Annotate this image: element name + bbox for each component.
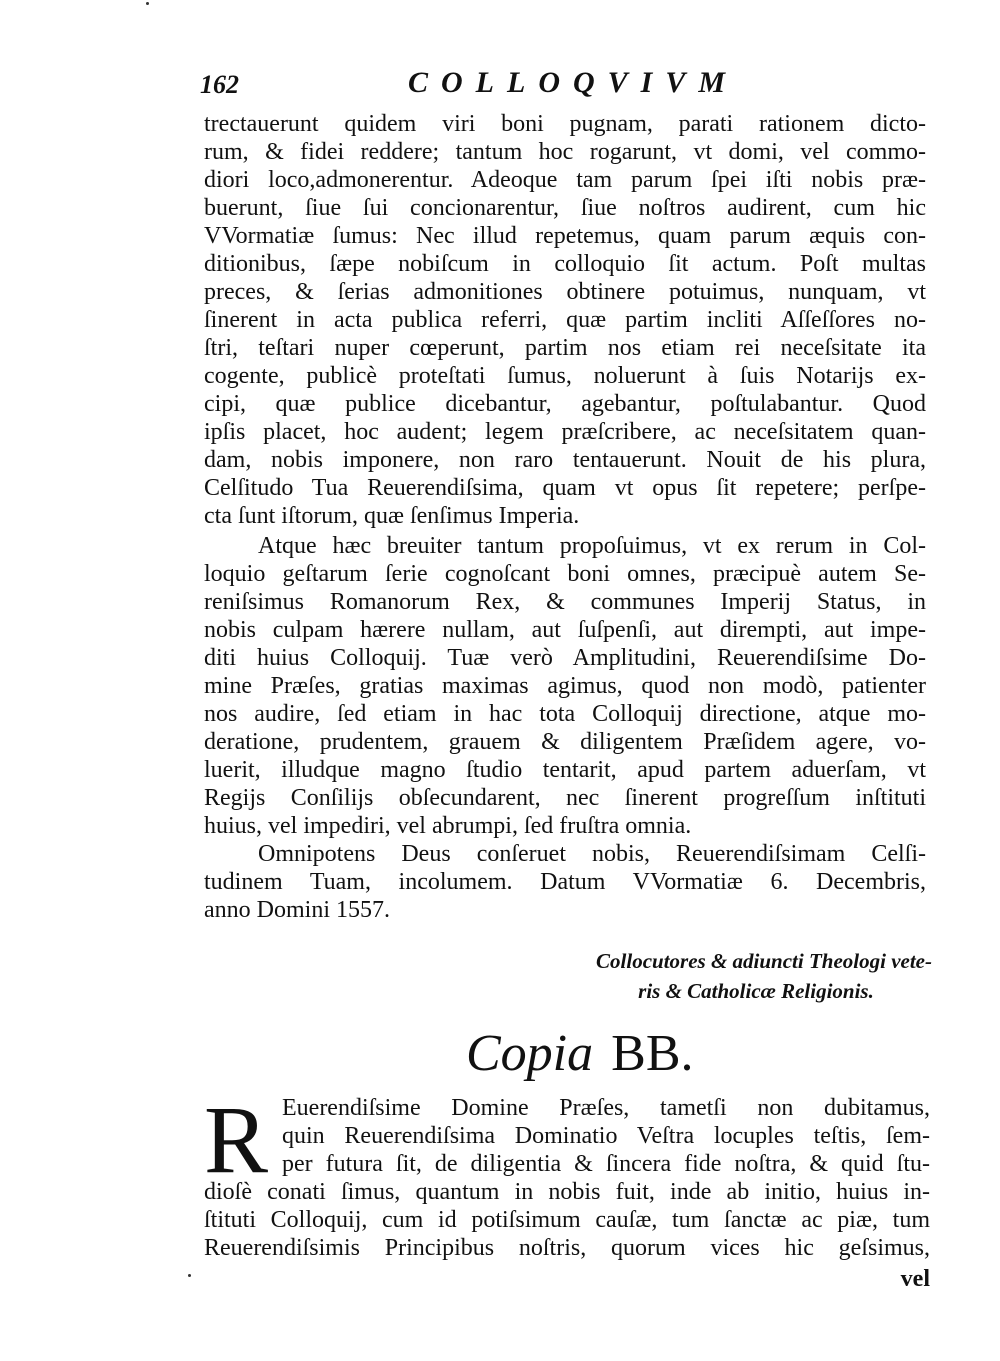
page-header — [200, 66, 940, 106]
text-line: diti huius Colloquij. Tuæ verò Amplitudini, Reuerendiſsime Do- — [204, 645, 926, 671]
text-line: VVormatiæ ſumus: Nec illud repetemus, quam parum æquis con- — [204, 223, 926, 249]
text-line: quin Reuerendiſsima Dominatio Veſtra locuples teſtis, ſem- — [282, 1123, 930, 1149]
signature-line: Collocutores & adiuncti Theologi vete- — [596, 949, 932, 973]
text-line: ditionibus, ſæpe nobiſcum in colloquio ſit actum. Poſt multas — [204, 251, 926, 277]
text-line: tudinem Tuam, incolumem. Datum VVormatiæ 6. Decembris, — [204, 869, 926, 895]
text-line: huius, vel impediri, vel abrumpi, ſed fruſtra omnia. — [204, 813, 692, 839]
text-line: nobis culpam hærere nullam, aut ſuſpenſi, aut dirempti, aut impe- — [204, 617, 926, 643]
text-line: rum, & fidei reddere; tantum hoc rogarunt, vt domi, vel commo- — [204, 139, 926, 165]
text-line: Euerendiſsime Domine Præſes, tametſi non dubitamus, — [282, 1095, 930, 1121]
catchword: vel — [900, 1266, 930, 1292]
text-line: cogente, publicè proteſtati ſumus, noluerunt à ſuis Notarijs ex- — [204, 363, 926, 389]
page-number: 162 — [200, 70, 239, 99]
text-line: Reuerendiſsimis Principibus noſtris, quorum vices hic geſsimus, — [204, 1235, 930, 1261]
text-line: deratione, prudentem, grauem & diligentem Præſidem agere, vo- — [204, 729, 926, 755]
text-line: Atque hæc breuiter tantum propoſuimus, vt ex rerum in Col- — [258, 533, 926, 559]
text-line: nos audire, ſed etiam in hac tota Colloquij directione, atque mo- — [204, 701, 926, 727]
text-line: buerunt, ſiue ſui concionarentur, ſiue noſtros audirent, cum hic — [204, 195, 926, 221]
text-line: ſtri, teſtari nuper cœperunt, partim nos etiam rei neceſsitate ita — [204, 335, 926, 361]
text-line: Omnipotens Deus conſeruet nobis, Reuerendiſsimam Celſi- — [258, 841, 926, 867]
text-line: reniſsimus Romanorum Rex, & communes Imperij Status, in — [204, 589, 926, 615]
drop-cap: R — [204, 1086, 269, 1193]
text-line: ſtituti Colloquij, cum id potiſsimum cauſæ, tum ſanctæ ac piæ, tum — [204, 1207, 930, 1233]
signature-block — [540, 946, 932, 1006]
text-line: cipi, quæ publice dicebantur, agebantur, poſtulabantur. Quod — [204, 391, 926, 417]
text-line: dam, nobis imponere, non raro tentauerunt. Nouit de his plura, — [204, 447, 926, 473]
text-line: cta ſunt iſtorum, quæ ſenſimus Imperia. — [204, 503, 580, 529]
text-line: luerit, illudque magno ſtudio tentarit, apud partem aduerſam, vt — [204, 757, 926, 783]
paragraph-1 — [204, 110, 926, 530]
text-line: per futura ſit, de diligentia & ſincera fide noſtra, & quid ſtu- — [282, 1151, 930, 1177]
text-line: Celſitudo Tua Reuerendiſsima, quam vt opus ſit repetere; perſpe- — [204, 475, 926, 501]
text-line: loquio geſtarum ſerie cognoſcant boni omnes, præcipuè autem Se- — [204, 561, 926, 587]
speck-mark — [188, 1274, 191, 1277]
text-line: ipſis placet, hoc audent; legem præſcribere, ac neceſsitatem quan- — [204, 419, 926, 445]
section-heading-mark: BB. — [611, 1025, 694, 1082]
signature-line: ris & Catholicæ Religionis. — [638, 979, 874, 1003]
text-line: preces, & ſerias admonitiones obtinere potuimus, nunquam, vt — [204, 279, 926, 305]
text-line: dioſè conati ſimus, quantum in nobis fuit, inde ab initio, huius in- — [204, 1179, 930, 1205]
text-line: ſinerent in acta publica referri, quæ partim incliti Aſſeſſores no- — [204, 307, 926, 333]
section-heading-word: Copia — [466, 1025, 594, 1082]
paragraph-3 — [204, 840, 926, 924]
running-title: COLLOQVIVM — [408, 66, 739, 99]
section-heading — [466, 1024, 694, 1083]
text-line: Regijs Conſilijs obſecundarent, nec ſinerent progreſſum inſtituti — [204, 785, 926, 811]
text-line: diori loco,admonerentur. Adeoque tam parum ſpei iſti nobis præ- — [204, 167, 926, 193]
speck-mark — [146, 2, 149, 5]
text-line: mine Præſes, gratias maximas agimus, quod non modò, patienter — [204, 673, 926, 699]
letter-text — [204, 1086, 930, 1262]
paragraph-2 — [204, 532, 926, 840]
text-line: trectauerunt quidem viri boni pugnam, parati rationem dicto- — [204, 111, 926, 137]
text-line: anno Domini 1557. — [204, 897, 390, 923]
